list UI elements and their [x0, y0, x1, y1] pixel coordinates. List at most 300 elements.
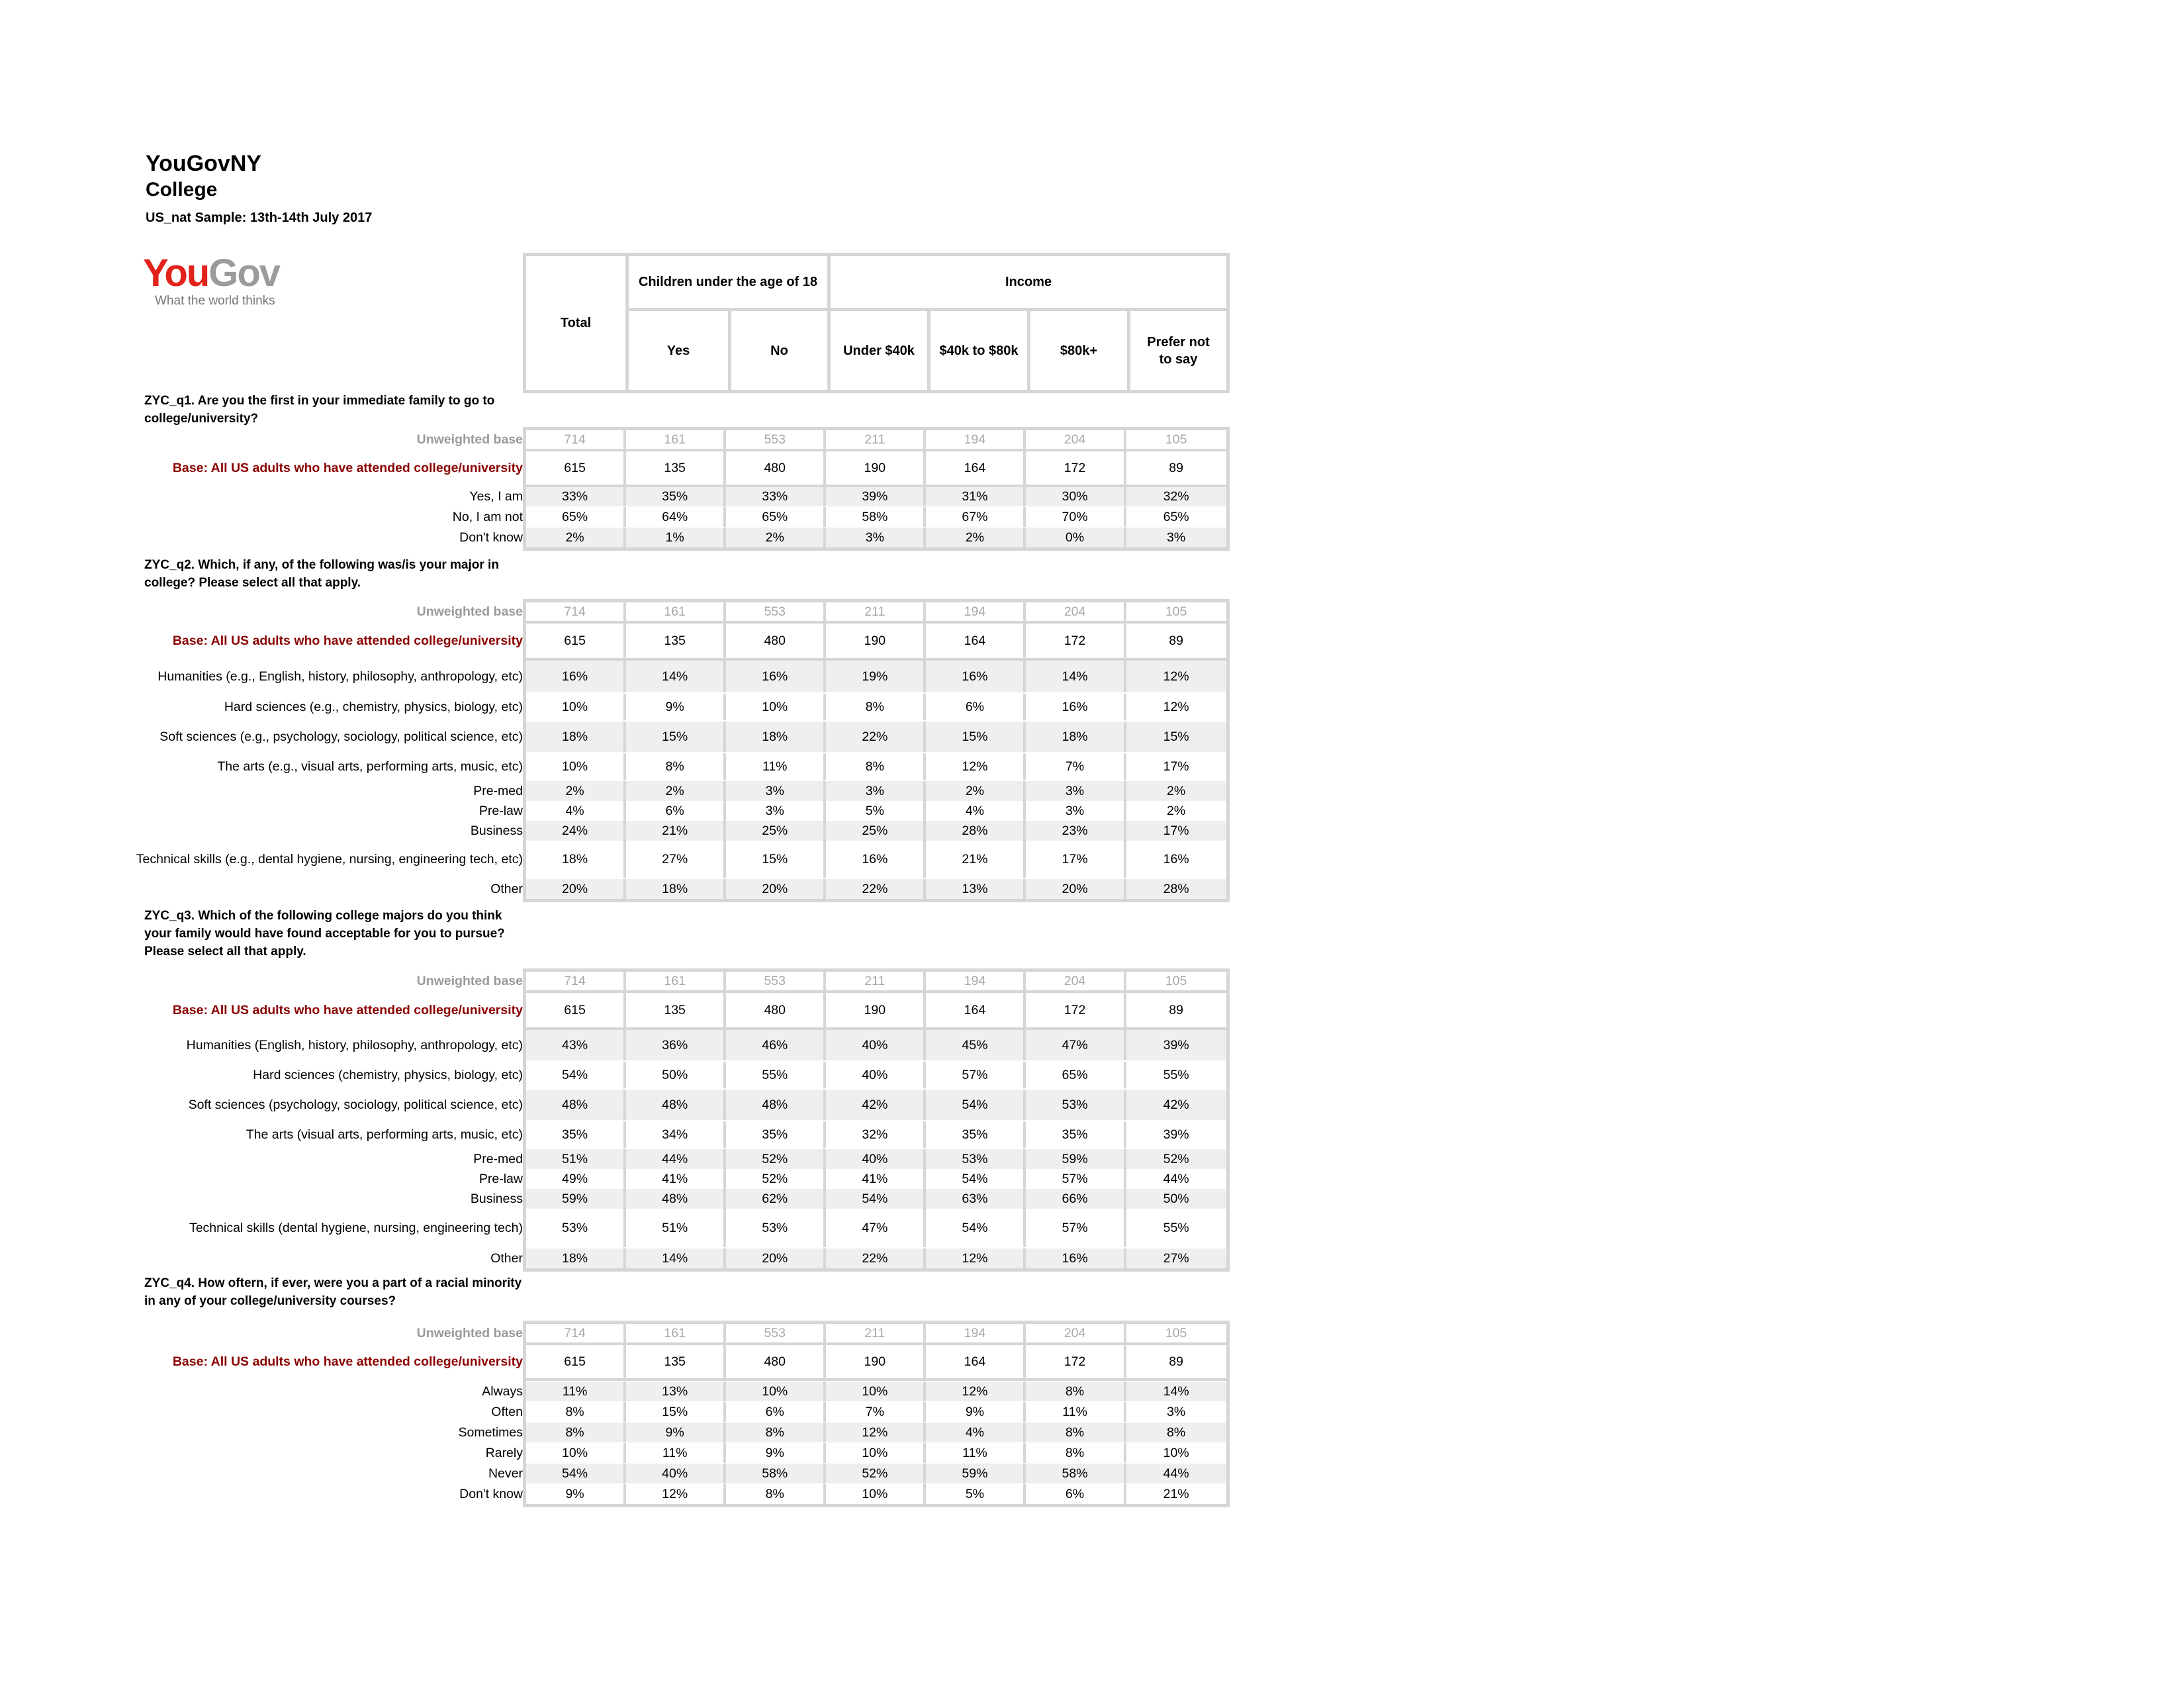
table-cell: 52%: [726, 1149, 826, 1169]
table-cell: 3%: [826, 781, 926, 801]
table-cell: 7%: [826, 1402, 926, 1422]
table-cell: 204: [1026, 972, 1126, 990]
table-bottom-rule: [523, 547, 1230, 551]
table-cell: 35%: [1026, 1121, 1126, 1148]
table-cell: 11%: [1026, 1402, 1126, 1422]
unweighted-row: [526, 602, 1226, 621]
table-cell: 48%: [526, 1090, 626, 1120]
table-cell: 89: [1169, 1002, 1183, 1017]
table-cell: 8%: [1026, 1443, 1126, 1463]
row-label-text: Sometimes: [458, 1425, 523, 1440]
table-cell: 35%: [626, 487, 726, 506]
table-cell: 480: [726, 993, 826, 1027]
table-cell: 204: [1026, 1324, 1126, 1342]
row-label-text: Base: All US adults who have attended college/university: [172, 461, 523, 475]
question-table-frame: [523, 599, 1230, 902]
table-cell: 2%: [526, 781, 626, 801]
row-label: [60, 1090, 523, 1120]
table-cell: 22%: [826, 722, 926, 752]
table-cell: 47%: [1026, 1030, 1126, 1060]
row-label-text: Don't know: [459, 1487, 523, 1501]
table-cell: 2%: [526, 528, 626, 547]
table-row: [526, 1149, 1226, 1169]
table-cell: 45%: [926, 1030, 1026, 1060]
unweighted-base-label: [60, 602, 523, 621]
row-label-text: Don't know: [459, 530, 523, 545]
table-cell: 714: [526, 972, 626, 990]
table-cell: 135: [626, 451, 726, 485]
table-cell: 4%: [926, 801, 1026, 821]
col-header-prefer-not: Prefer not to say: [1127, 308, 1230, 393]
table-cell: 714: [526, 1324, 626, 1342]
table-cell: 12%: [926, 1382, 1026, 1401]
table-cell: 15%: [626, 722, 726, 752]
table-cell: 44%: [626, 1149, 726, 1169]
table-cell: 8%: [1026, 1423, 1126, 1442]
row-label-text: Pre-law: [478, 804, 523, 818]
table-cell: 15%: [626, 1402, 726, 1422]
table-cell: 20%: [1026, 879, 1126, 899]
row-label-text: Rarely: [485, 1446, 523, 1460]
table-cell: 211: [826, 430, 926, 449]
col-header-no: No: [728, 308, 831, 393]
table-cell: 172: [1026, 1345, 1126, 1378]
table-cell: 161: [626, 430, 726, 449]
table-cell: 55%: [1163, 1220, 1189, 1235]
table-top-rule: [523, 968, 1230, 972]
table-cell: 714: [526, 602, 626, 621]
table-cell: 2%: [1167, 803, 1186, 818]
table-cell: 42%: [826, 1090, 926, 1120]
table-cell: 40%: [826, 1149, 926, 1169]
table-cell: 553: [726, 430, 826, 449]
table-cell: 58%: [826, 507, 926, 527]
table-cell: 10%: [526, 694, 626, 720]
table-cell: 20%: [726, 1248, 826, 1268]
table-cell: 57%: [1026, 1169, 1126, 1189]
table-cell: 5%: [926, 1484, 1026, 1504]
table-row: [526, 781, 1226, 801]
table-separator: [523, 990, 1230, 993]
row-label: [60, 801, 523, 821]
sample-info: US_nat Sample: 13th-14th July 2017: [146, 211, 373, 225]
table-cell: 59%: [526, 1189, 626, 1209]
table-cell: 28%: [926, 821, 1026, 841]
table-cell: 3%: [726, 781, 826, 801]
table-cell: 6%: [1026, 1484, 1126, 1504]
unweighted-row: [526, 972, 1226, 990]
table-bottom-rule: [523, 899, 1230, 902]
base-label: [60, 624, 523, 658]
table-cell: 32%: [826, 1121, 926, 1148]
table-cell: 164: [926, 624, 1026, 658]
table-cell: 23%: [1026, 821, 1126, 841]
table-cell: 8%: [1167, 1425, 1186, 1440]
table-cell: 30%: [1026, 487, 1126, 506]
question-text: ZYC_q2. Which, if any, of the following was/is your major in college? Please select all that apply.: [144, 558, 499, 590]
table-cell: 194: [926, 430, 1026, 449]
table-cell: 1%: [626, 528, 726, 547]
table-cell: 54%: [526, 1464, 626, 1483]
row-label: [60, 1382, 523, 1401]
table-separator: [523, 1378, 1230, 1381]
table-cell: 66%: [1026, 1189, 1126, 1209]
row-label: [60, 1030, 523, 1060]
row-label: [60, 722, 523, 752]
table-cell: 65%: [526, 507, 626, 527]
table-cell: 161: [626, 602, 726, 621]
table-cell: 46%: [726, 1030, 826, 1060]
table-cell: 11%: [726, 753, 826, 780]
row-label: [60, 1248, 523, 1268]
table-cell: 11%: [626, 1443, 726, 1463]
table-cell: 39%: [1163, 1127, 1189, 1142]
table-cell: 18%: [1026, 722, 1126, 752]
unweighted-base-label: [60, 972, 523, 990]
table-separator: [523, 621, 1230, 624]
table-cell: 54%: [526, 1062, 626, 1088]
base-row: [526, 451, 1226, 485]
table-cell: 13%: [926, 879, 1026, 899]
table-row: [526, 1121, 1226, 1148]
table-cell: 48%: [726, 1090, 826, 1120]
table-cell: 172: [1026, 451, 1126, 485]
table-cell: 65%: [1026, 1062, 1126, 1088]
logo-you: You: [143, 252, 209, 295]
table-cell: 13%: [626, 1382, 726, 1401]
table-cell: 19%: [826, 661, 926, 692]
row-label-text: No, I am not: [452, 510, 523, 524]
table-cell: 16%: [726, 661, 826, 692]
table-cell: 64%: [626, 507, 726, 527]
table-row: [526, 1484, 1226, 1504]
table-cell: 8%: [526, 1423, 626, 1442]
table-cell: 25%: [826, 821, 926, 841]
table-cell: 17%: [1026, 841, 1126, 878]
table-cell: 3%: [1167, 530, 1186, 545]
table-cell: 25%: [726, 821, 826, 841]
table-cell: 2%: [1167, 783, 1186, 798]
table-cell: 8%: [1026, 1382, 1126, 1401]
table-cell: 14%: [1026, 661, 1126, 692]
table-cell: 70%: [1026, 507, 1126, 527]
table-cell: 58%: [1026, 1464, 1126, 1483]
table-cell: 2%: [626, 781, 726, 801]
table-cell: 3%: [1026, 801, 1126, 821]
table-cell: 21%: [626, 821, 726, 841]
table-cell: 553: [726, 1324, 826, 1342]
table-cell: 172: [1026, 993, 1126, 1027]
table-cell: 59%: [926, 1464, 1026, 1483]
row-label-text: Soft sciences (e.g., psychology, sociology, political science, etc): [159, 729, 523, 744]
table-cell: 16%: [1026, 1248, 1126, 1268]
row-label-text: Unweighted base: [416, 974, 523, 988]
row-label: [60, 507, 523, 527]
table-cell: 43%: [526, 1030, 626, 1060]
table-cell: 16%: [926, 661, 1026, 692]
table-cell: 22%: [826, 1248, 926, 1268]
table-top-rule: [523, 427, 1230, 430]
table-cell: 57%: [926, 1062, 1026, 1088]
yougov-logo: [143, 254, 315, 307]
table-row: [526, 1030, 1226, 1060]
table-cell: 190: [826, 993, 926, 1027]
table-separator: [523, 1027, 1230, 1030]
row-label-text: Humanities (e.g., English, history, philosophy, anthropology, etc): [158, 669, 523, 684]
row-label: [60, 1062, 523, 1088]
table-cell: 53%: [1026, 1090, 1126, 1120]
table-cell: 10%: [1163, 1445, 1189, 1460]
table-cell: 40%: [826, 1030, 926, 1060]
table-cell: 480: [726, 1345, 826, 1378]
table-cell: 34%: [626, 1121, 726, 1148]
table-cell: 14%: [626, 1248, 726, 1268]
table-row: [526, 1402, 1226, 1422]
table-cell: 17%: [1163, 759, 1189, 774]
question-text: ZYC_q1. Are you the first in your immediate family to go to college/university?: [144, 394, 495, 426]
table-cell: 14%: [1163, 1383, 1189, 1399]
col-group-income: Income: [827, 253, 1230, 311]
table-row: [526, 1062, 1226, 1088]
table-cell: 18%: [626, 879, 726, 899]
row-label: [60, 1169, 523, 1189]
table-cell: 164: [926, 1345, 1026, 1378]
row-label-text: Pre-med: [473, 1152, 523, 1166]
question-table-frame: [523, 968, 1230, 1272]
table-cell: 59%: [1026, 1149, 1126, 1169]
table-cell: 9%: [626, 694, 726, 720]
table-cell: 32%: [1163, 489, 1189, 504]
table-separator: [523, 485, 1230, 487]
table-cell: 41%: [626, 1169, 726, 1189]
table-cell: 2%: [926, 781, 1026, 801]
table-cell: 553: [726, 602, 826, 621]
table-cell: 9%: [626, 1423, 726, 1442]
table-cell: 3%: [1167, 1404, 1186, 1419]
table-cell: 40%: [626, 1464, 726, 1483]
table-cell: 190: [826, 451, 926, 485]
row-label: [60, 1121, 523, 1148]
table-cell: 33%: [726, 487, 826, 506]
table-row: [526, 821, 1226, 841]
table-row: [526, 1090, 1226, 1120]
table-cell: 35%: [726, 1121, 826, 1148]
table-cell: 2%: [726, 528, 826, 547]
row-label: [60, 1464, 523, 1483]
table-cell: 553: [726, 972, 826, 990]
question-table-frame: [523, 427, 1230, 551]
table-cell: 105: [1165, 432, 1187, 447]
unweighted-base-label: [60, 430, 523, 449]
table-cell: 40%: [826, 1062, 926, 1088]
table-cell: 24%: [526, 821, 626, 841]
table-cell: 190: [826, 1345, 926, 1378]
table-row: [526, 1248, 1226, 1268]
base-row: [526, 993, 1226, 1027]
table-cell: 164: [926, 451, 1026, 485]
table-cell: 42%: [1163, 1097, 1189, 1112]
table-cell: 194: [926, 1324, 1026, 1342]
row-label: [60, 841, 523, 878]
col-group-children: Children under the age of 18: [625, 253, 831, 311]
table-row: [526, 879, 1226, 899]
table-cell: 615: [526, 1345, 626, 1378]
table-row: [526, 1209, 1226, 1247]
table-cell: 50%: [1163, 1191, 1189, 1206]
row-label-text: Other: [490, 882, 523, 896]
table-row: [526, 661, 1226, 692]
table-row: [526, 507, 1226, 527]
row-label: [60, 1189, 523, 1209]
table-row: [526, 528, 1226, 547]
table-cell: 12%: [1163, 699, 1189, 714]
row-label-text: Often: [491, 1405, 523, 1419]
table-cell: 44%: [1163, 1171, 1189, 1186]
table-cell: 3%: [826, 528, 926, 547]
table-cell: 35%: [926, 1121, 1026, 1148]
unweighted-base-label: [60, 1324, 523, 1342]
table-cell: 105: [1165, 973, 1187, 988]
table-cell: 21%: [926, 841, 1026, 878]
table-cell: 54%: [826, 1189, 926, 1209]
table-cell: 10%: [526, 1443, 626, 1463]
table-cell: 17%: [1163, 823, 1189, 838]
table-cell: 2%: [926, 528, 1026, 547]
table-cell: 7%: [1026, 753, 1126, 780]
table-bottom-rule: [523, 1504, 1230, 1507]
table-cell: 4%: [926, 1423, 1026, 1442]
table-cell: 3%: [726, 801, 826, 821]
table-cell: 9%: [526, 1484, 626, 1504]
col-header-under-40k: Under $40k: [827, 308, 931, 393]
row-label-text: Business: [470, 823, 523, 838]
table-cell: 615: [526, 993, 626, 1027]
table-cell: 36%: [626, 1030, 726, 1060]
table-cell: 18%: [526, 722, 626, 752]
question-table-frame: [523, 1321, 1230, 1507]
table-cell: 16%: [1163, 851, 1189, 867]
table-cell: 89: [1169, 460, 1183, 475]
table-cell: 48%: [626, 1189, 726, 1209]
table-cell: 0%: [1026, 528, 1126, 547]
table-cell: 714: [526, 430, 626, 449]
question-text: ZYC_q3. Which of the following college majors do you think your family would have found acceptable for you to pursue? Please select all that apply.: [144, 909, 505, 959]
table-cell: 89: [1169, 1354, 1183, 1369]
table-cell: 15%: [926, 722, 1026, 752]
base-label: [60, 1345, 523, 1378]
table-row: [526, 801, 1226, 821]
table-cell: 11%: [526, 1382, 626, 1401]
table-cell: 10%: [826, 1484, 926, 1504]
table-cell: 10%: [726, 1382, 826, 1401]
row-label-text: Hard sciences (e.g., chemistry, physics, biology, etc): [224, 700, 523, 714]
table-cell: 54%: [926, 1090, 1026, 1120]
table-cell: 161: [626, 972, 726, 990]
table-row: [526, 1169, 1226, 1189]
table-cell: 6%: [626, 801, 726, 821]
col-header-total: Total: [523, 253, 629, 393]
table-cell: 211: [826, 602, 926, 621]
table-cell: 15%: [1163, 729, 1189, 744]
table-cell: 27%: [1163, 1250, 1189, 1266]
table-cell: 12%: [926, 1248, 1026, 1268]
base-label: [60, 451, 523, 485]
table-cell: 22%: [826, 879, 926, 899]
table-cell: 9%: [726, 1443, 826, 1463]
unweighted-row: [526, 1324, 1226, 1342]
table-cell: 48%: [626, 1090, 726, 1120]
table-cell: 65%: [1163, 509, 1189, 524]
table-cell: 480: [726, 451, 826, 485]
row-label-text: Always: [482, 1384, 523, 1399]
table-cell: 16%: [526, 661, 626, 692]
table-cell: 16%: [1026, 694, 1126, 720]
table-cell: 57%: [1026, 1209, 1126, 1247]
row-label: [60, 528, 523, 547]
table-cell: 10%: [726, 694, 826, 720]
table-cell: 50%: [626, 1062, 726, 1088]
row-label-text: Pre-law: [478, 1172, 523, 1186]
table-separator: [523, 658, 1230, 661]
row-label-text: Humanities (English, history, philosophy, anthropology, etc): [186, 1038, 523, 1053]
row-label: [60, 1423, 523, 1442]
table-cell: 44%: [1163, 1466, 1189, 1481]
table-row: [526, 841, 1226, 878]
base-row: [526, 624, 1226, 658]
report-subtitle: College: [146, 179, 218, 201]
table-row: [526, 694, 1226, 720]
table-cell: 20%: [726, 879, 826, 899]
table-row: [526, 753, 1226, 780]
logo-gov: Gov: [208, 252, 280, 295]
table-cell: 51%: [526, 1149, 626, 1169]
row-label-text: Soft sciences (psychology, sociology, political science, etc): [188, 1098, 523, 1112]
row-label-text: Unweighted base: [416, 1326, 523, 1340]
row-label-text: Pre-med: [473, 784, 523, 798]
row-label-text: Unweighted base: [416, 604, 523, 619]
table-cell: 10%: [526, 753, 626, 780]
table-cell: 89: [1169, 633, 1183, 648]
col-header-yes: Yes: [625, 308, 731, 393]
row-label: [60, 821, 523, 841]
table-cell: 3%: [1026, 781, 1126, 801]
table-cell: 8%: [826, 694, 926, 720]
table-cell: 47%: [826, 1209, 926, 1247]
table-cell: 54%: [926, 1209, 1026, 1247]
table-cell: 67%: [926, 507, 1026, 527]
table-cell: 194: [926, 972, 1026, 990]
table-cell: 135: [626, 993, 726, 1027]
row-label-text: Base: All US adults who have attended college/university: [172, 1354, 523, 1369]
table-cell: 10%: [826, 1443, 926, 1463]
table-cell: 28%: [1163, 881, 1189, 896]
table-cell: 6%: [926, 694, 1026, 720]
table-cell: 58%: [726, 1464, 826, 1483]
table-cell: 39%: [1163, 1037, 1189, 1053]
table-cell: 8%: [626, 753, 726, 780]
table-cell: 35%: [526, 1121, 626, 1148]
table-top-rule: [523, 1321, 1230, 1324]
col-header-80k-plus: $80k+: [1027, 308, 1130, 393]
table-cell: 21%: [1163, 1486, 1189, 1501]
table-cell: 211: [826, 1324, 926, 1342]
table-cell: 161: [626, 1324, 726, 1342]
table-cell: 65%: [726, 507, 826, 527]
row-label: [60, 1402, 523, 1422]
report-title: YouGovNY: [146, 151, 262, 176]
row-label-text: Base: All US adults who have attended college/university: [172, 633, 523, 648]
row-label-text: Base: All US adults who have attended college/university: [172, 1003, 523, 1017]
